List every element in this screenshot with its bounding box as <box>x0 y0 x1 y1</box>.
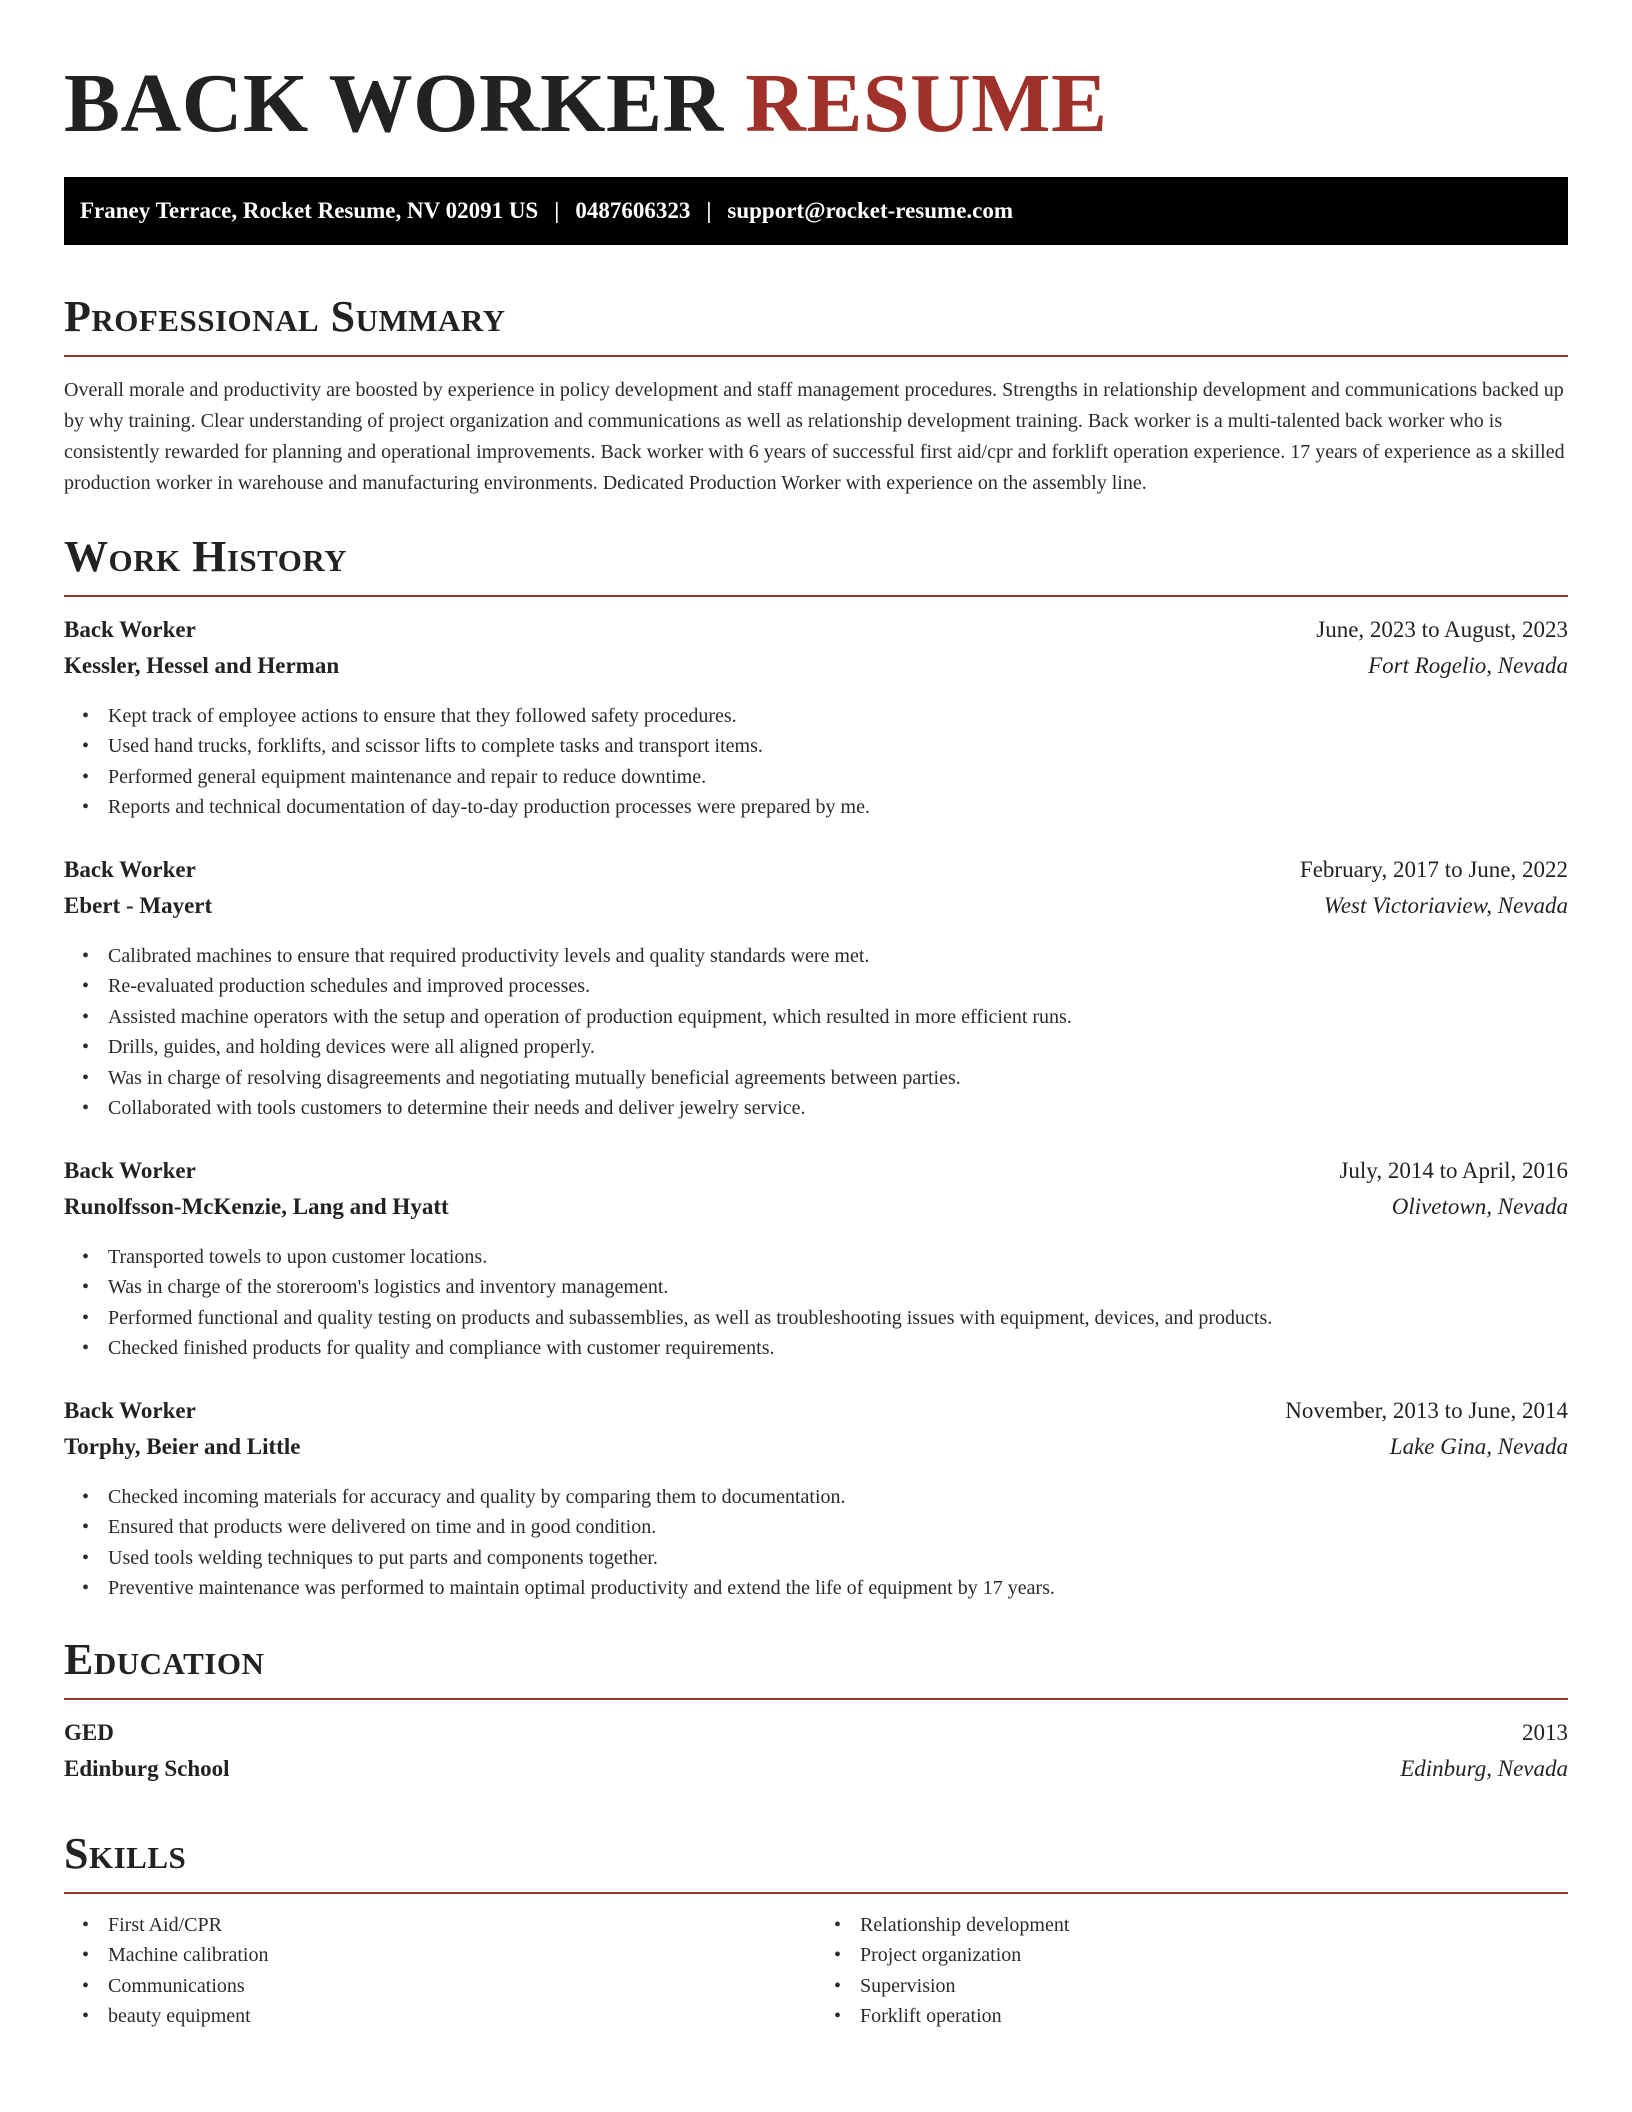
section-divider <box>64 595 1568 597</box>
job-bullet: • Used hand trucks, forklifts, and scissor lifts to complete tasks and transport items. <box>64 731 1568 762</box>
job-bullet: • Drills, guides, and holding devices were all aligned properly. <box>64 1032 1568 1063</box>
job-bullet: • Assisted machine operators with the setup and operation of production equipment, which resulted in more efficient runs. <box>64 1002 1568 1033</box>
section-divider <box>64 1892 1568 1894</box>
job-entry <box>64 857 1568 1124</box>
job-bullet: • Transported towels to upon customer locations. <box>64 1242 1568 1273</box>
job-bullet: • Re-evaluated production schedules and improved processes. <box>64 971 1568 1002</box>
job-entry <box>64 1158 1568 1364</box>
job-bullets <box>64 701 1568 823</box>
section-heading-work: Work History <box>64 531 348 581</box>
job-company-row <box>64 893 1568 929</box>
job-bullet: • Checked incoming materials for accuracy and quality by comparing them to documentation. <box>64 1482 1568 1513</box>
skill-item: • First Aid/CPR <box>64 1910 816 1941</box>
section-heading-skills: Skills <box>64 1828 187 1878</box>
section-heading-education: Education <box>64 1634 265 1684</box>
job-bullet: • Ensured that products were delivered on time and in good condition. <box>64 1512 1568 1543</box>
job-bullet: • Kept track of employee actions to ensure that they followed safety procedures. <box>64 701 1568 732</box>
job-dates: June, 2023 to August, 2023 <box>1316 616 1568 642</box>
job-location: Fort Rogelio, Nevada <box>1368 652 1568 678</box>
skill-item: • beauty equipment <box>64 2001 816 2032</box>
job-company: Torphy, Beier and Little <box>64 1433 301 1459</box>
job-bullets <box>64 1242 1568 1364</box>
skill-item: • Supervision <box>816 1971 1568 2002</box>
job-company-row <box>64 1434 1568 1470</box>
education-location: Edinburg, Nevada <box>1400 1755 1568 1781</box>
education-degree-row <box>64 1720 1568 1756</box>
job-dates: February, 2017 to June, 2022 <box>1299 856 1568 882</box>
skills-section <box>64 1828 1568 2032</box>
education-year: 2013 <box>1522 1719 1568 1745</box>
job-bullet: • Performed general equipment maintenance and repair to reduce downtime. <box>64 762 1568 793</box>
contact-phone: 0487606323 <box>575 197 691 223</box>
job-entry <box>64 1398 1568 1604</box>
job-title: Back Worker <box>64 1157 196 1183</box>
summary-text: Overall morale and productivity are boosted by experience in policy development and staff management procedures. Strengths in relationship development and communications backed up by why training. Clear understanding of project organization and communications as well as relationship development training. Back worker is a multi-talented back worker who is consistently rewarded for planning and operational improvements. Back worker with 6 years of successful first aid/cpr and forklift operation experience. 17 years of experience as a skilled production worker in warehouse and manufacturing environments. Dedicated Production Worker with experience on the assembly line. <box>64 378 1565 494</box>
education-section <box>64 1634 1568 1792</box>
job-bullet: • Was in charge of resolving disagreements and negotiating mutually beneficial agreements between parties. <box>64 1063 1568 1094</box>
skills-column-left <box>64 1910 816 2032</box>
education-school-row <box>64 1756 1568 1792</box>
skills-grid <box>64 1910 1568 2032</box>
contact-address: Franey Terrace, Rocket Resume, NV 02091 US <box>80 197 539 223</box>
job-dates: July, 2014 to April, 2016 <box>1339 1157 1568 1183</box>
contact-bar <box>64 177 1568 245</box>
job-bullet: • Reports and technical documentation of day-to-day production processes were prepared by me. <box>64 792 1568 823</box>
skill-item: • Forklift operation <box>816 2001 1568 2032</box>
job-header-row <box>64 1398 1568 1434</box>
skill-item: • Machine calibration <box>64 1940 816 1971</box>
skills-column-right <box>816 1910 1568 2032</box>
job-title: Back Worker <box>64 616 196 642</box>
job-bullet: • Was in charge of the storeroom's logistics and inventory management. <box>64 1272 1568 1303</box>
skill-item: • Communications <box>64 1971 816 2002</box>
resume-title <box>64 54 1568 155</box>
job-title: Back Worker <box>64 1397 196 1423</box>
job-bullet: • Collaborated with tools customers to determine their needs and deliver jewelry service. <box>64 1093 1568 1124</box>
job-title: Back Worker <box>64 856 196 882</box>
job-entry <box>64 617 1568 823</box>
job-company-row <box>64 653 1568 689</box>
job-location: West Victoriaview, Nevada <box>1323 892 1568 918</box>
skill-item: • Project organization <box>816 1940 1568 1971</box>
skill-item: • Relationship development <box>816 1910 1568 1941</box>
title-accent: RESUME <box>745 57 1108 150</box>
title-main: BACK WORKER <box>64 57 724 150</box>
education-entry <box>64 1720 1568 1792</box>
job-header-row <box>64 857 1568 893</box>
professional-summary-section <box>64 291 1568 499</box>
section-heading-summary: Professional Summary <box>64 291 506 341</box>
work-history-section <box>64 531 1568 1604</box>
education-school: Edinburg School <box>64 1755 230 1781</box>
job-company: Ebert - Mayert <box>64 892 213 918</box>
section-divider <box>64 1698 1568 1700</box>
job-header-row <box>64 617 1568 653</box>
contact-separator: | <box>706 197 712 223</box>
job-company: Runolfsson-McKenzie, Lang and Hyatt <box>64 1193 449 1219</box>
job-company-row <box>64 1194 1568 1230</box>
section-divider <box>64 355 1568 357</box>
job-dates: November, 2013 to June, 2014 <box>1285 1397 1568 1423</box>
education-degree: GED <box>64 1719 114 1745</box>
job-bullet: • Checked finished products for quality and compliance with customer requirements. <box>64 1333 1568 1364</box>
job-bullet: • Preventive maintenance was performed to maintain optimal productivity and extend the life of equipment by 17 years. <box>64 1573 1568 1604</box>
job-bullet: • Calibrated machines to ensure that required productivity levels and quality standards were met. <box>64 941 1568 972</box>
job-bullets <box>64 1482 1568 1604</box>
job-bullet: • Performed functional and quality testing on products and subassemblies, as well as troubleshooting issues with equipment, devices, and products. <box>64 1303 1568 1334</box>
job-bullets <box>64 941 1568 1124</box>
contact-separator: | <box>554 197 560 223</box>
job-company: Kessler, Hessel and Herman <box>64 652 340 678</box>
job-location: Olivetown, Nevada <box>1391 1193 1568 1219</box>
job-bullet: • Used tools welding techniques to put parts and components together. <box>64 1543 1568 1574</box>
job-header-row <box>64 1158 1568 1194</box>
contact-email: support@rocket-resume.com <box>727 197 1014 223</box>
job-location: Lake Gina, Nevada <box>1389 1433 1568 1459</box>
